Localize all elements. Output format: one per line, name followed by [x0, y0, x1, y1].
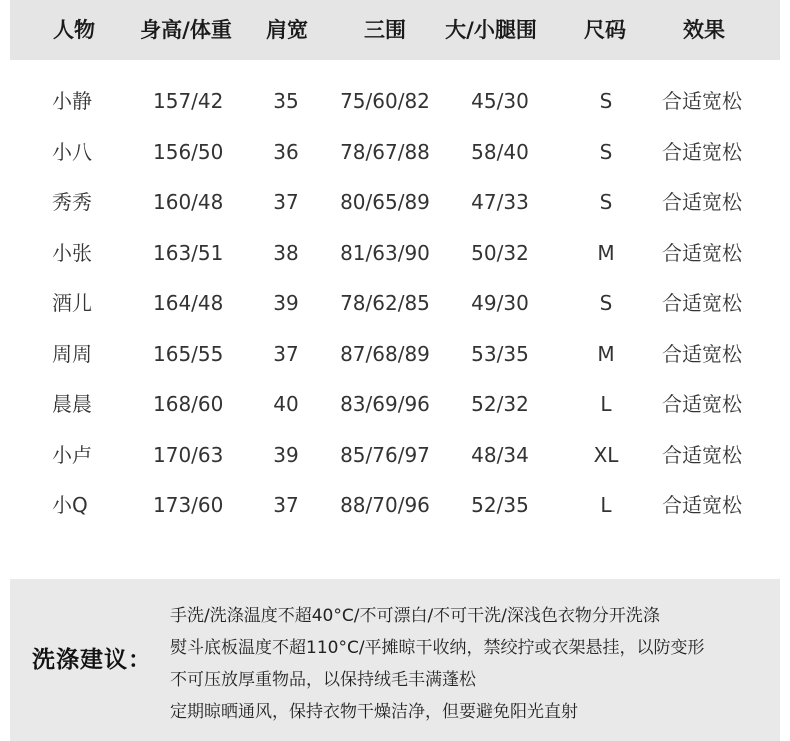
cell-person: 周周 [52, 341, 92, 366]
cell-measurements: 75/60/82 [340, 89, 430, 113]
care-line: 手洗/洗涤温度不超40°C/不可漂白/不可干洗/深浅色衣物分开洗涤 [170, 606, 660, 626]
cell-person: 小卢 [52, 442, 92, 467]
cell-shoulder: 39 [273, 442, 299, 467]
care-line: 不可压放厚重物品，以保持绒毛丰满蓬松 [170, 670, 476, 690]
cell-effect: 合适宽松 [662, 240, 742, 265]
cell-leg: 52/35 [471, 493, 529, 517]
cell-person: 酒儿 [52, 291, 92, 315]
header-measurements: 三围 [364, 18, 406, 42]
care-section [10, 579, 780, 741]
cell-size: L [600, 493, 612, 517]
header-leg: 大/小腿围 [445, 18, 537, 42]
cell-shoulder: 37 [273, 341, 299, 366]
cell-leg: 53/35 [471, 341, 529, 366]
cell-shoulder: 39 [273, 291, 299, 315]
cell-height-weight: 164/48 [153, 291, 224, 315]
cell-height-weight: 157/42 [153, 89, 224, 113]
cell-height-weight: 168/60 [153, 392, 224, 416]
cell-effect: 合适宽松 [662, 392, 742, 416]
cell-shoulder: 40 [273, 392, 299, 416]
cell-measurements: 78/62/85 [340, 291, 430, 315]
cell-size: S [599, 291, 613, 315]
cell-person: 晨晨 [52, 392, 92, 416]
table-row [0, 430, 790, 480]
table-row [0, 177, 790, 227]
care-line: 定期晾晒通风，保持衣物干燥洁净，但要避免阳光直射 [170, 702, 578, 722]
cell-shoulder: 38 [273, 240, 299, 265]
table-row [0, 76, 790, 126]
cell-person: 小静 [52, 89, 92, 113]
cell-effect: 合适宽松 [662, 89, 742, 113]
cell-height-weight: 160/48 [153, 190, 224, 214]
cell-person: 小Q [52, 493, 88, 517]
cell-shoulder: 37 [273, 190, 299, 214]
table-row [0, 278, 790, 328]
cell-measurements: 83/69/96 [340, 392, 430, 416]
cell-shoulder: 35 [273, 89, 299, 113]
header-shoulder: 肩宽 [266, 18, 308, 42]
cell-size: S [599, 139, 613, 164]
care-label: 洗涤建议： [32, 647, 152, 673]
cell-leg: 48/34 [471, 442, 529, 467]
cell-person: 秀秀 [52, 190, 92, 214]
header-height-weight: 身高/体重 [140, 18, 232, 42]
cell-effect: 合适宽松 [662, 442, 742, 467]
cell-leg: 50/32 [471, 240, 529, 265]
cell-measurements: 80/65/89 [340, 190, 430, 214]
table-header [10, 0, 780, 60]
table-row [0, 228, 790, 278]
cell-leg: 49/30 [471, 291, 529, 315]
cell-effect: 合适宽松 [662, 341, 742, 366]
cell-person: 小张 [52, 240, 92, 265]
table-row [0, 329, 790, 379]
cell-effect: 合适宽松 [662, 190, 742, 214]
cell-height-weight: 165/55 [153, 341, 224, 366]
cell-leg: 45/30 [471, 89, 529, 113]
cell-measurements: 78/67/88 [340, 139, 430, 164]
table-row [0, 127, 790, 177]
cell-shoulder: 37 [273, 493, 299, 517]
cell-size: XL [593, 442, 619, 467]
cell-person: 小八 [52, 139, 92, 164]
cell-height-weight: 156/50 [153, 139, 224, 164]
cell-size: S [599, 190, 613, 214]
cell-effect: 合适宽松 [662, 291, 742, 315]
cell-effect: 合适宽松 [662, 493, 742, 517]
cell-height-weight: 173/60 [153, 493, 224, 517]
table-row [0, 480, 790, 530]
cell-size: L [600, 392, 612, 416]
cell-size: S [599, 89, 613, 113]
table-row [0, 379, 790, 429]
cell-size: M [597, 341, 615, 366]
header-effect: 效果 [683, 18, 725, 42]
cell-height-weight: 163/51 [153, 240, 224, 265]
header-person: 人物 [53, 18, 95, 42]
cell-measurements: 87/68/89 [340, 341, 430, 366]
cell-size: M [597, 240, 615, 265]
cell-effect: 合适宽松 [662, 139, 742, 164]
cell-measurements: 85/76/97 [340, 442, 430, 467]
cell-leg: 58/40 [471, 139, 529, 164]
cell-leg: 52/32 [471, 392, 529, 416]
cell-measurements: 88/70/96 [340, 493, 430, 517]
header-size: 尺码 [584, 18, 626, 42]
cell-measurements: 81/63/90 [340, 240, 430, 265]
care-line: 熨斗底板温度不超110°C/平摊晾干收纳，禁绞拧或衣架悬挂，以防变形 [170, 638, 705, 658]
cell-height-weight: 170/63 [153, 442, 224, 467]
cell-shoulder: 36 [273, 139, 299, 164]
cell-leg: 47/33 [471, 190, 529, 214]
